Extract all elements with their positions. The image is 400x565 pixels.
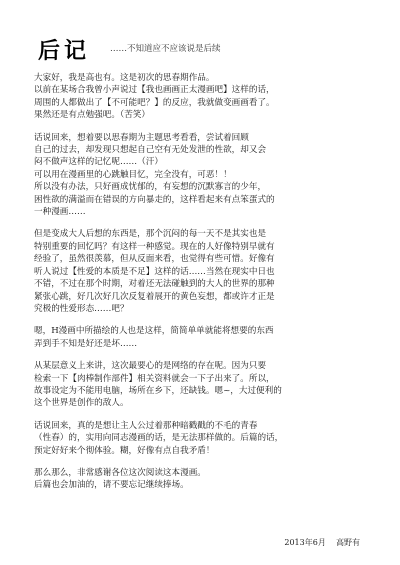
text-line: 果然还是有点勉强吧。（苦笑） [34,110,151,121]
text-line: 但是变成大人后想的东西是，那个沉闷的每一天不是其实也是 [34,229,267,240]
text-line: 后篇也会加油的，请不要忘记继续捧场。 [34,480,189,491]
paragraph-thanks [34,467,370,492]
text-line: 那么那么，非常感谢各位这次阅读这本漫画。 [34,467,206,478]
text-line: 话说回来，真的是想让主人公过着那种暗戳戳的不毛的青春 [34,420,258,431]
text-line: 所以没有办法，只好画成忧郁的，有妄想的沉默寡言的少年， [34,182,267,193]
paragraph-h-manga [34,325,370,350]
text-line: 一种漫画…… [34,207,86,218]
text-line: 究极的性爱形态……吧？ [34,303,129,314]
text-line: 检索一下【肉棒制作部件】相关资料就会一下子出来了。所以， [34,373,275,384]
text-line: 特别重要的回忆吗？有这样一种感觉。现在的人好像特别早就有 [34,241,275,252]
text-line: 自己的过去，却发现只想起自己空有无处发泄的性欲，却又会 [34,145,267,156]
text-line: 周围的人都做出了【不可能吧？】的反应，我就做变画画看了。 [34,97,275,108]
paragraph-memories [34,228,370,315]
text-line: （性春）的，实用向同志漫画的话，是无法那样做的。后篇的话， [34,433,284,444]
text-line: 闷不做声这样的记忆呢……（汗） [34,157,163,168]
signature-author: 高野有 [336,538,360,547]
text-line: 从某层意义上来讲，这次最要心的是网络的存在呢。因为只要 [34,361,267,372]
paragraph-sequel [34,420,370,457]
paragraph-theme [34,132,370,219]
text-line: 弄到手不知是好还是坏…… [34,338,138,349]
paragraph-intro [34,72,370,122]
page-subtitle: ……不知道应不应该说是后续 [110,44,221,54]
text-line: 听人说过【性爱的本质是不足】这样的话……当然在现实中日也 [34,266,275,277]
text-line: 不错，不过在那个时期，对着还无法碰触到的大人的世界的那种 [34,279,275,290]
text-line: 困性欲的满溢而在错误的方向暴走的，这样看起来有点笨蛋式的 [34,194,275,205]
text-line: 故事设定为不能用电脑，场所在乡下，还缺钱。嗯~，大过便利的 [34,385,282,396]
text-line: 预定好好来个彻体验。糊，好像有点自我矛盾！ [34,445,215,456]
text-line: 以前在某场合我曾小声说过【我也画画正太漫画吧】这样的话， [34,85,275,96]
text-line: 大家好，我是高也有。这是初次的思春期作品。 [34,73,215,83]
signature [284,537,360,548]
text-line: 经验了，虽然很羡慕，但从反面来看，也觉得有些可惜。好像有 [34,254,275,265]
afterword-body [34,72,370,502]
signature-date: 2013年6月 [284,538,326,547]
page-title: 后记 [38,39,91,64]
text-line: 嗯，H漫画中所描绘的人也是这样，简简单单就能将想要的东西 [34,326,274,337]
paragraph-internet [34,360,370,410]
text-line: 这个世界是创作的敌人。 [34,398,129,409]
text-line: 可以用在漫画里的心跳触目忆，完全没有，可恶！！ [34,169,232,180]
text-line: 话说回来，想着要以思春期为主题思考看看，尝试着回顾 [34,132,249,143]
text-line: 紧张心跳，好几次好几次反复着展开的黄色妄想，都或许才正是 [34,291,275,302]
